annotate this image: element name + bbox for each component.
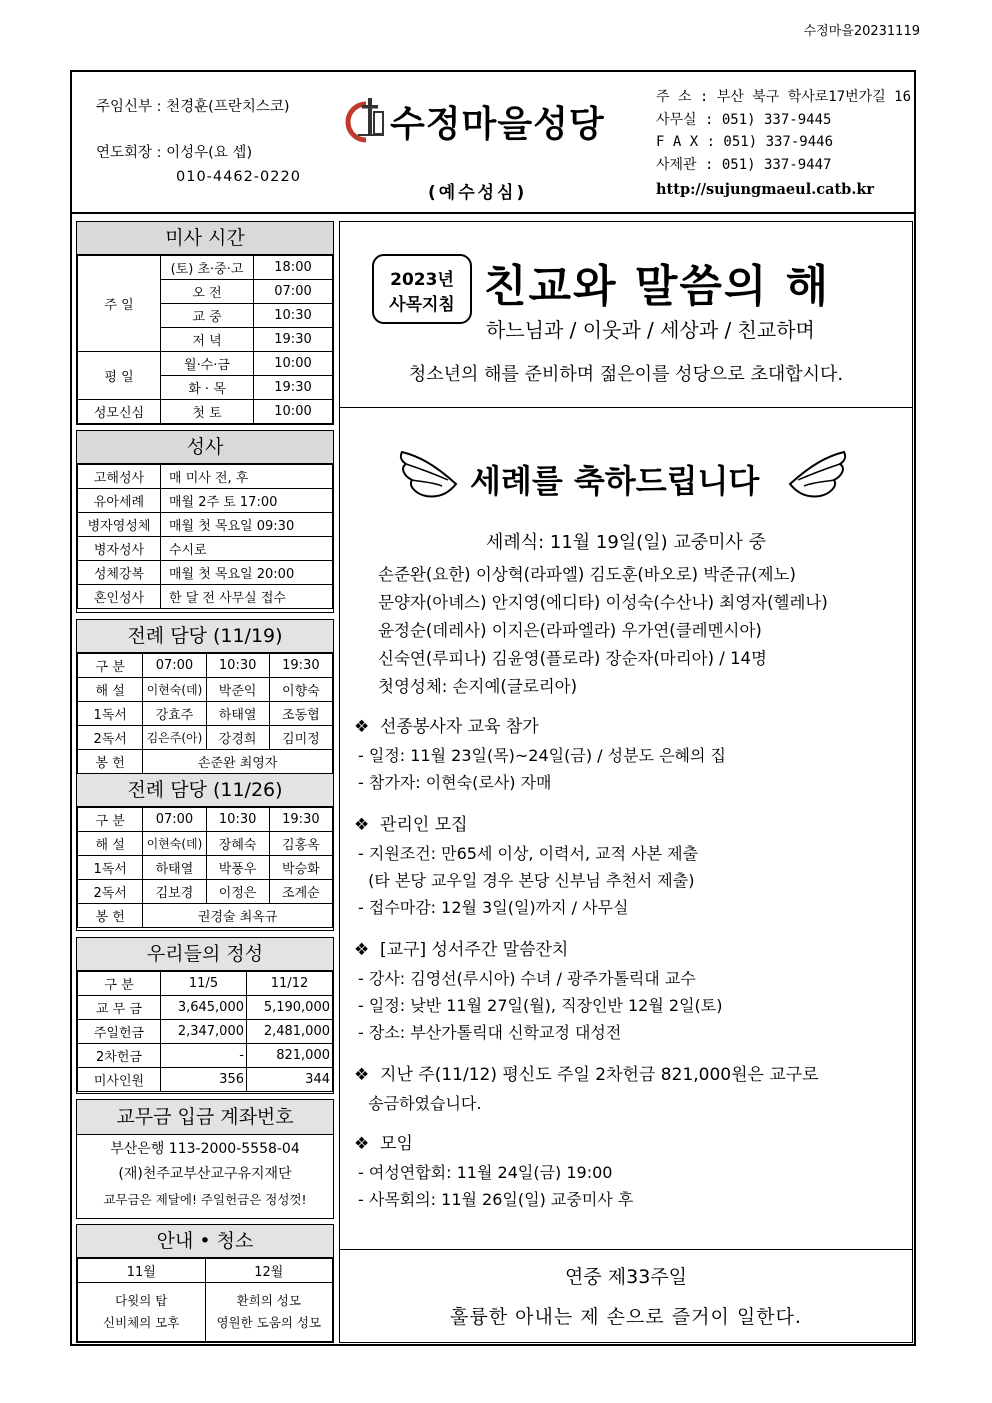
table-row: [78, 678, 333, 702]
liturgy-cell: 이현숙(데): [143, 678, 206, 702]
mass-times-box: [76, 221, 334, 425]
sacraments-title: 성사: [77, 431, 333, 464]
mass-group: 주 일: [78, 256, 161, 352]
liturgy-head: 구 분: [78, 808, 143, 832]
notice-title: ❖ 지난 주(11/12) 평신도 주일 2차헌금 821,000원은 교구로: [354, 1065, 819, 1085]
table-row: [78, 513, 333, 537]
sacrament-name: 성체강복: [78, 561, 161, 585]
notice-line: (타 본당 교우일 경우 본당 신부님 추천서 제출): [358, 871, 695, 890]
liturgy-cell: 강효주: [143, 702, 206, 726]
notice-line: - 사목회의: 11월 26일(일) 교중미사 후: [358, 1190, 634, 1209]
verse: 훌륭한 아내는 제 손으로 즐거이 일한다.: [450, 1306, 802, 1328]
liturgy-head: 구 분: [78, 654, 143, 678]
website-link[interactable]: http://sujungmaeul.catb.kr: [656, 181, 875, 198]
table-row: [78, 808, 333, 832]
offer-names: 손준완 최영자: [143, 750, 333, 774]
account-box: [76, 1099, 334, 1219]
baptism-title: 세례를 축하드립니다: [470, 462, 760, 500]
liturgy-head: 10:30: [206, 808, 269, 832]
offer-label: 봉 헌: [78, 904, 143, 928]
cleaning-group: 환희의 성모: [236, 1293, 301, 1308]
baptism-name-line: 문양자(아녜스) 안지영(에디타) 이성숙(수산나) 최영자(헬레나): [378, 593, 828, 612]
table-row: [78, 972, 333, 996]
table-row: [78, 880, 333, 904]
notice-section: [354, 935, 904, 1046]
cleaning-title: 안내 • 청소: [77, 1225, 333, 1258]
pastor-line: [96, 96, 290, 118]
offering-box: [76, 937, 334, 1094]
mass-group: 평 일: [78, 352, 161, 400]
cleaning-box: [76, 1224, 334, 1343]
offering-cell: 2차헌금: [78, 1044, 161, 1068]
offering-cell: 2,347,000: [161, 1020, 247, 1044]
table-row: [78, 1020, 333, 1044]
mass-label: 저 녁: [161, 328, 254, 352]
mass-time: 10:00: [254, 400, 333, 424]
cleaning-group: 다윗의 탑: [115, 1293, 168, 1308]
table-row: [78, 465, 333, 489]
liturgy-cell: 하태열: [143, 856, 206, 880]
liturgy2-table: [77, 807, 333, 928]
offering-table: [77, 971, 333, 1092]
liturgy-cell: 김보경: [143, 880, 206, 904]
liturgy-cell: 이정은: [206, 880, 269, 904]
account-body: [77, 1137, 333, 1212]
liturgy-cell: 장혜숙: [206, 832, 269, 856]
mass-label: 오 전: [161, 280, 254, 304]
offering-cell: 5,190,000: [247, 996, 333, 1020]
divider-top: [339, 407, 913, 408]
cleaning-col-1: [78, 1283, 206, 1342]
baptism-name-line: 신숙연(루피나) 김윤영(플로라) 장순자(마리아) / 14명: [378, 649, 767, 668]
notice-section: [354, 810, 904, 921]
offering-cell: -: [161, 1044, 247, 1068]
table-row: [78, 537, 333, 561]
liturgy-head: 19:30: [269, 654, 332, 678]
liturgy-cell: 김미정: [269, 726, 332, 750]
offering-cell: 교 무 금: [78, 996, 161, 1020]
notice-section: [354, 1060, 904, 1117]
mass-label: 화 · 목: [161, 376, 254, 400]
notice-title: ❖ 모임: [354, 1134, 413, 1154]
left-wing-icon: [398, 446, 462, 506]
liturgy-head: 10:30: [206, 654, 269, 678]
liturgy1-table: [77, 653, 333, 774]
baptism-name-line: 첫영성체: 손지예(글로리아): [378, 677, 578, 696]
liturgy-cell: 해 설: [78, 678, 143, 702]
table-row: [78, 400, 333, 424]
liturgy-cell: 2독서: [78, 880, 143, 904]
liturgy-head: 19:30: [269, 808, 332, 832]
cleaning-group: 영원한 도움의 성모: [216, 1315, 322, 1330]
cleaning-month-1: 11월: [78, 1259, 206, 1283]
table-row: [78, 561, 333, 585]
liturgy-cell: 해 설: [78, 832, 143, 856]
account-title: 교무금 입금 계좌번호: [77, 1100, 333, 1135]
notice-line: 송금하였습니다.: [358, 1094, 482, 1113]
sacrament-name: 혼인성사: [78, 585, 161, 609]
table-row: [78, 726, 333, 750]
address: 주 소 : 부산 북구 학사로17번가길 16: [656, 89, 912, 105]
table-row: [78, 1068, 333, 1092]
offer-label: 봉 헌: [78, 750, 143, 774]
notice-title: ❖ [교구] 성서주간 말씀잔치: [354, 940, 569, 960]
pastoral-badge: [372, 254, 472, 324]
church-name: 수정마을성당: [390, 104, 605, 145]
account-holder: (재)천주교부산교구유지재단: [118, 1166, 292, 1182]
mass-time: 07:00: [254, 280, 333, 304]
notices: [354, 712, 904, 1213]
mass-label: (토) 초·중·고: [161, 256, 254, 280]
table-row: [78, 996, 333, 1020]
notice-title: ❖ 관리인 모집: [354, 815, 468, 835]
sacrament-name: 고해성사: [78, 465, 161, 489]
table-row: [78, 1044, 333, 1068]
offering-cell: 2,481,000: [247, 1020, 333, 1044]
sacrament-name: 병자성사: [78, 537, 161, 561]
notice-line: - 접수마감: 12월 3일(일)까지 / 사무실: [358, 898, 629, 917]
offering-cell: 821,000: [247, 1044, 333, 1068]
issue-id: 수정마을20231119: [803, 24, 920, 39]
church-logo-icon: [344, 96, 386, 144]
baptism-name-line: 손준완(요한) 이상혁(라파엘) 김도훈(바오로) 박준규(제노): [378, 565, 796, 584]
notice-line: - 장소: 부산가톨릭대 신학교정 대성전: [358, 1023, 622, 1042]
liturgy-head: 07:00: [143, 654, 206, 678]
rectory-phone: 사제관 : 051) 337-9447: [656, 156, 832, 173]
mass-time: 18:00: [254, 256, 333, 280]
sacraments-table: [77, 464, 333, 609]
cleaning-table: [77, 1258, 333, 1342]
liturgy-cell: 박풍우: [206, 856, 269, 880]
mass-table: [77, 255, 333, 424]
liturgy-cell: 이향숙: [269, 678, 332, 702]
liturgy-cell: 하태열: [206, 702, 269, 726]
table-row: [78, 352, 333, 376]
liturgy-cell: 이현숙(데): [143, 832, 206, 856]
feast-name: (예수성심): [428, 183, 528, 203]
mass-time: 19:30: [254, 328, 333, 352]
notice-section: [354, 1129, 904, 1213]
table-row: [78, 832, 333, 856]
notice-line: - 강사: 김영선(루시아) 수녀 / 광주가톨릭대 교수: [358, 969, 696, 988]
liturgy-box: [76, 619, 334, 931]
offer-names: 권경술 최옥규: [143, 904, 333, 928]
bank-account: 부산은행 113-2000-5558-04: [110, 1141, 300, 1157]
baptism-names: [378, 561, 828, 701]
notice-line: - 여성연합회: 11월 24일(금) 19:00: [358, 1163, 613, 1182]
notice-line: - 지원조건: 만65세 이상, 이력서, 교적 사본 제출: [358, 844, 699, 863]
offering-head: 11/5: [161, 972, 247, 996]
table-row: [78, 256, 333, 280]
year-theme-headline: 친교와 말씀의 해: [484, 261, 831, 312]
liturgy1-title: 전례 담당 (11/19): [77, 620, 333, 653]
cleaning-group: 신비체의 모후: [103, 1315, 180, 1330]
offering-head: 구 분: [78, 972, 161, 996]
year-theme-sub: 하느님과 / 이웃과 / 세상과 / 친교하며: [486, 318, 815, 342]
liturgy-cell: 조동협: [269, 702, 332, 726]
table-row: [78, 654, 333, 678]
chair-line: [96, 142, 252, 164]
youth-notice: 청소년의 해를 준비하며 젊은이를 성당으로 초대합시다.: [408, 364, 844, 385]
right-wing-icon: [784, 446, 848, 506]
notice-title: ❖ 선종봉사자 교육 참가: [354, 717, 539, 737]
mass-time: 10:30: [254, 304, 333, 328]
offering-head: 11/12: [247, 972, 333, 996]
liturgy-cell: 박승화: [269, 856, 332, 880]
mass-label: 첫 토: [161, 400, 254, 424]
chair-phone: 010-4462-0220: [176, 169, 301, 185]
cleaning-month-2: 12월: [205, 1259, 333, 1283]
sacrament-detail: 매월 2주 토 17:00: [161, 489, 333, 513]
office-phone: 사무실 : 051) 337-9445: [656, 111, 832, 128]
cleaning-col-2: [205, 1283, 333, 1342]
badge-year: 2023년: [390, 270, 454, 290]
fax: F A X : 051) 337-9446: [656, 134, 834, 150]
notice-line: - 일정: 낮반 11월 27일(월), 직장인반 12월 2일(토): [358, 996, 723, 1015]
contact-block: [656, 86, 911, 176]
notice-line: - 참가자: 이현숙(로사) 자매: [358, 773, 552, 792]
offering-cell: 344: [247, 1068, 333, 1092]
liturgy-cell: 조계순: [269, 880, 332, 904]
table-row: [78, 750, 333, 774]
pastor-name: 천경훈(프란치스코): [166, 99, 290, 115]
liturgy-cell: 박준익: [206, 678, 269, 702]
liturgy-cell: 1독서: [78, 702, 143, 726]
liturgy-cell: 강경희: [206, 726, 269, 750]
sacrament-detail: 수시로: [161, 537, 333, 561]
badge-label: 사목지침: [389, 295, 455, 315]
mass-times-title: 미사 시간: [77, 222, 333, 255]
liturgy-cell: 2독서: [78, 726, 143, 750]
divider-bottom: [339, 1249, 913, 1250]
mass-group: 성모신심: [78, 400, 161, 424]
chair-name: 이성우(요 셉): [166, 145, 253, 161]
liturgy-head: 07:00: [143, 808, 206, 832]
sacrament-detail: 한 달 전 사무실 접수: [161, 585, 333, 609]
mass-label: 월·수·금: [161, 352, 254, 376]
offering-title: 우리들의 정성: [77, 938, 333, 971]
mass-label: 교 중: [161, 304, 254, 328]
table-row: [78, 856, 333, 880]
offering-cell: 주일헌금: [78, 1020, 161, 1044]
pastor-label: 주임신부 :: [96, 99, 167, 115]
offering-cell: 미사인원: [78, 1068, 161, 1092]
chair-label: 연도회장 :: [96, 145, 167, 161]
table-row: [78, 702, 333, 726]
liturgy-cell: 김홍옥: [269, 832, 332, 856]
liturgy-cell: 김은주(아): [143, 726, 206, 750]
table-row: [78, 585, 333, 609]
offering-cell: 3,645,000: [161, 996, 247, 1020]
sacrament-detail: 매월 첫 목요일 20:00: [161, 561, 333, 585]
offering-cell: 356: [161, 1068, 247, 1092]
liturgical-week: 연중 제33주일: [565, 1266, 687, 1288]
baptism-ceremony: 세례식: 11월 19일(일) 교중미사 중: [485, 532, 767, 553]
baptism-name-line: 윤정순(데레사) 이지은(라파엘라) 우가연(클레멘시아): [378, 621, 762, 640]
liturgy2-title: 전례 담당 (11/26): [77, 774, 333, 807]
sacrament-detail: 매월 첫 목요일 09:30: [161, 513, 333, 537]
notice-line: - 일정: 11월 23일(목)~24일(금) / 성분도 은혜의 집: [358, 746, 726, 765]
notice-section: [354, 712, 904, 796]
sacrament-name: 유아세례: [78, 489, 161, 513]
account-note: 교무금은 제달에! 주일헌금은 정성껏!: [103, 1192, 307, 1207]
mass-time: 10:00: [254, 352, 333, 376]
sacrament-detail: 매 미사 전, 후: [161, 465, 333, 489]
table-row: [78, 489, 333, 513]
liturgy-cell: 1독서: [78, 856, 143, 880]
sacraments-box: [76, 430, 334, 613]
mass-time: 19:30: [254, 376, 333, 400]
table-row: [78, 904, 333, 928]
sacrament-name: 병자영성체: [78, 513, 161, 537]
